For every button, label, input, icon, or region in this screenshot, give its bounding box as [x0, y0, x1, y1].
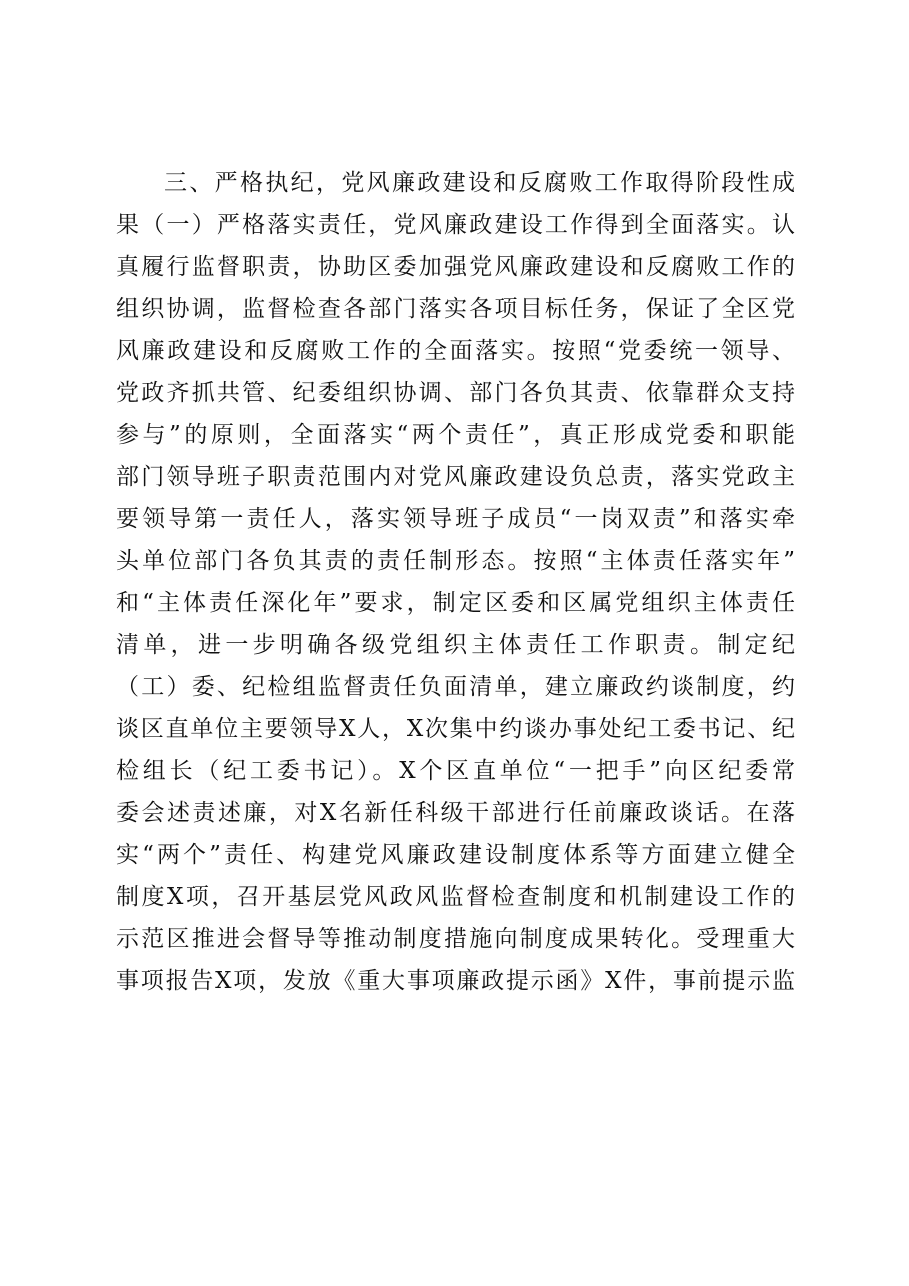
paragraph-line: 示范区推进会督导等推动制度措施向制度成果转化。受理重大: [116, 926, 796, 952]
document-body: [116, 162, 796, 1002]
paragraph-line: 谈区直单位主要领导X人，X次集中约谈办事处纪工委书记、纪: [116, 716, 796, 742]
paragraph-line: 果（一）严格落实责任，党风廉政建设工作得到全面落实。认: [116, 212, 796, 238]
paragraph-line: 参与”的原则，全面落实“两个责任”，真正形成党委和职能: [116, 422, 796, 448]
paragraph-line: 真履行监督职责，协助区委加强党风廉政建设和反腐败工作的: [116, 254, 796, 280]
paragraph-line: 制度X项，召开基层党风政风监督检查制度和机制建设工作的: [116, 884, 796, 910]
paragraph-line: 事项报告X项，发放《重大事项廉政提示函》X件，事前提示监: [116, 968, 796, 994]
paragraph-line: 检组长（纪工委书记）。X个区直单位“一把手”向区纪委常: [116, 758, 796, 784]
paragraph-line: 实“两个”责任、构建党风廉政建设制度体系等方面建立健全: [116, 842, 796, 868]
paragraph-line: 委会述责述廉，对X名新任科级干部进行任前廉政谈话。在落: [116, 800, 796, 826]
paragraph-line: 党政齐抓共管、纪委组织协调、部门各负其责、依靠群众支持: [116, 380, 796, 406]
paragraph-line: 头单位部门各负其责的责任制形态。按照“主体责任落实年”: [116, 548, 796, 574]
paragraph-line: 清单，进一步明确各级党组织主体责任工作职责。制定纪: [116, 632, 796, 658]
paragraph-line: 部门领导班子职责范围内对党风廉政建设负总责，落实党政主: [116, 464, 796, 490]
paragraph-line: （工）委、纪检组监督责任负面清单，建立廉政约谈制度，约: [116, 674, 796, 700]
paragraph-line: 组织协调，监督检查各部门落实各项目标任务，保证了全区党: [116, 296, 796, 322]
paragraph-line: 要领导第一责任人，落实领导班子成员“一岗双责”和落实牵: [116, 506, 796, 532]
paragraph-line: 风廉政建设和反腐败工作的全面落实。按照“党委统一领导、: [116, 338, 796, 364]
paragraph-line: 和“主体责任深化年”要求，制定区委和区属党组织主体责任: [116, 590, 796, 616]
paragraph-line: 三、严格执纪，党风廉政建设和反腐败工作取得阶段性成: [164, 170, 796, 196]
